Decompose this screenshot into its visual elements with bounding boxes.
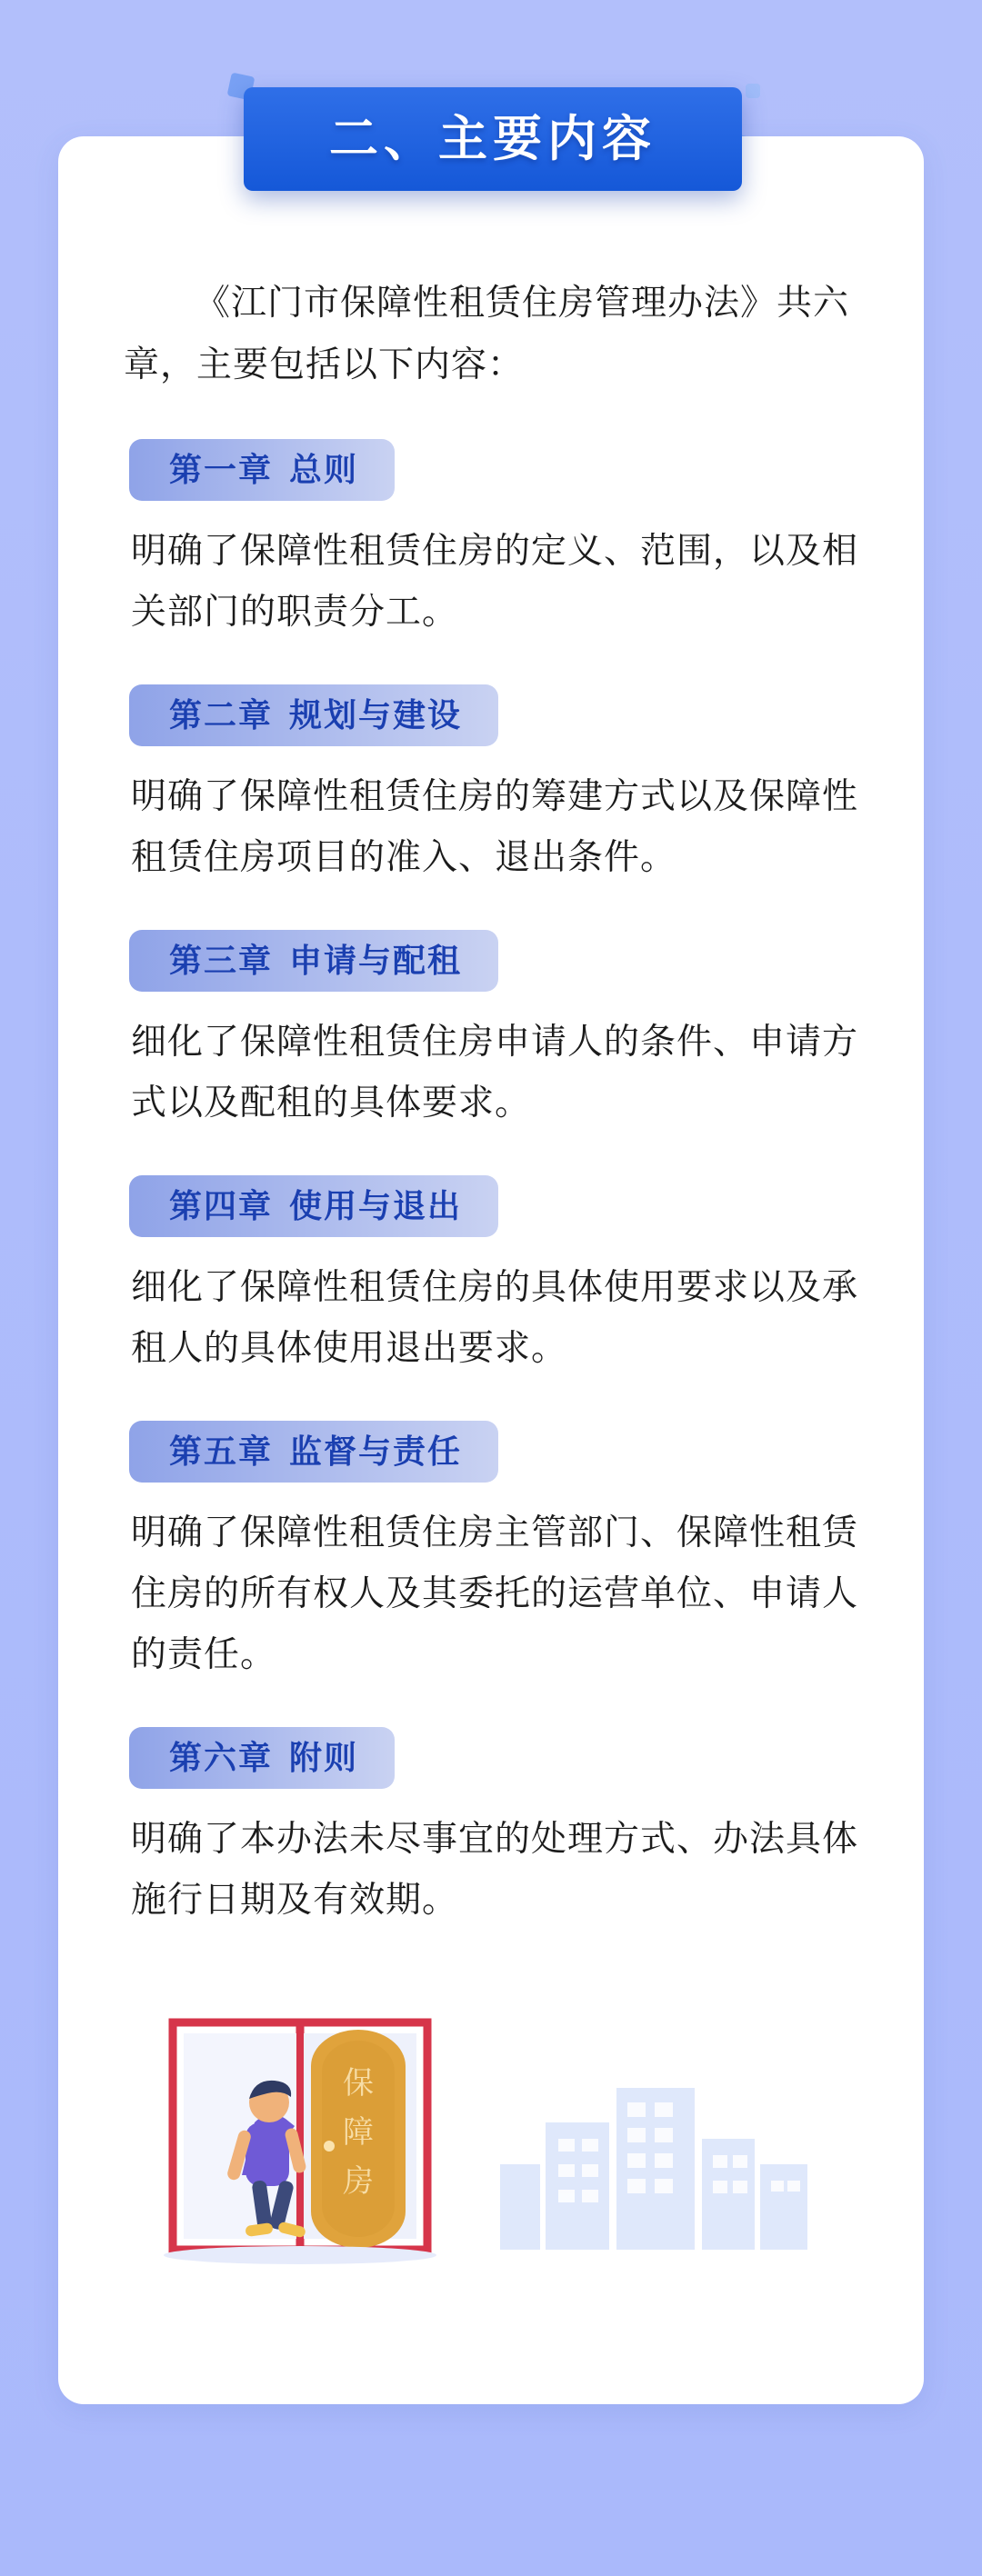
banner-decoration-square [746,84,760,98]
footer-illustration [118,1986,864,2286]
chapter-number: 第一章 [169,450,274,488]
chapter-name: 附则 [289,1739,359,1777]
chapter-body-6: 明确了本办法未尽事宜的处理方式、办法具体施行日期及有效期。 [131,1820,859,1921]
chapter-body-4: 细化了保障性租赁住房的具体使用要求以及承租人的具体使用退出要求。 [131,1267,859,1369]
golden-door [311,2030,406,2248]
chapter-name: 监督与责任 [289,1433,463,1471]
chapter-body-5: 明确了保障性租赁住房主管部门、保障性租赁住房的所有权人及其委托的运营单位、申请人的责任。 [131,1513,859,1675]
chapter-name: 总则 [289,450,359,488]
illustration-svg [118,1986,864,2286]
chapter-tag-2 [129,684,498,746]
chapter-body-1: 明确了保障性租赁住房的定义、范围，以及相关部门的职责分工。 [131,531,859,632]
chapter-section [58,1421,924,1685]
chapter-body-2: 明确了保障性租赁住房的筹建方式以及保障性租赁住房项目的准入、退出条件。 [131,776,859,877]
chapter-name: 使用与退出 [289,1186,463,1224]
city-skyline [500,2088,807,2250]
chapter-number: 第六章 [169,1739,274,1777]
chapter-section [58,684,924,888]
door-label-char1: 保 [343,2065,374,2101]
chapter-tag-3 [129,930,498,992]
chapter-section [58,930,924,1133]
door-label-char3: 房 [343,2163,374,2199]
section-title-banner [244,87,742,191]
intro-paragraph: 《江门市保障性租赁住房管理办法》共六章，主要包括以下内容： [124,284,850,385]
chapter-number: 第五章 [169,1433,274,1471]
chapter-number: 第三章 [169,941,274,979]
chapter-tag-4 [129,1175,498,1237]
chapter-tag-6 [129,1727,395,1789]
chapter-number: 第二章 [169,695,274,734]
chapter-section [58,439,924,643]
chapter-tag-1 [129,439,395,501]
chapter-number: 第四章 [169,1186,274,1224]
chapter-section [58,1175,924,1379]
bottom-spacer [58,2286,924,2350]
chapter-body-3: 细化了保障性租赁住房申请人的条件、申请方式以及配租的具体要求。 [131,1022,859,1123]
chapter-name: 规划与建设 [289,695,463,734]
chapter-tag-5 [129,1421,498,1483]
content-card [58,136,924,2404]
chapter-name: 申请与配租 [289,941,463,979]
page-title: 二、主要内容 [329,112,656,166]
door-label-char2: 障 [343,2114,374,2150]
chapter-section [58,1727,924,1931]
